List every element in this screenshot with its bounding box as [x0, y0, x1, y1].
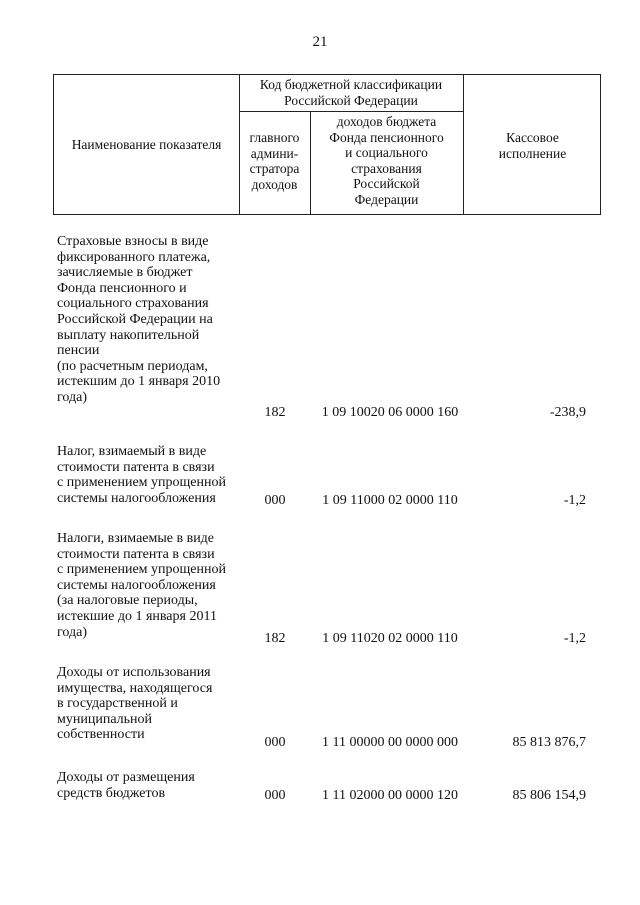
row-budget-code: 1 11 02000 00 0000 120 [322, 788, 458, 803]
row-budget-code: 1 11 00000 00 0000 000 [322, 735, 458, 750]
row-indicator-name: Налог, взимаемый в виде стоимости патента в связи с применением упрощенной системы налогообложения [57, 444, 226, 506]
row-cash-amount: -1,2 [563, 631, 586, 646]
row-admin-code: 000 [264, 493, 286, 508]
row-indicator-name: Страховые взносы в виде фиксированного платежа, зачисляемые в бюджет Фонда пенсионного и социального страхования Российской Федерации на выплату накопительной пенсии (по расчетным периодам, истекшим до 1 января 2010 года) [57, 234, 221, 405]
row-admin-code: 182 [264, 405, 286, 420]
row-cash-amount: -238,9 [549, 405, 586, 420]
header-indicator-name: Наименование показателя [71, 137, 222, 152]
header-code-group: Код бюджетной классификации Российской Федерации [259, 77, 443, 108]
row-cash-amount: -1,2 [563, 493, 586, 508]
row-admin-code: 182 [264, 631, 286, 646]
header-admin-code: главного админи- стратора доходов [249, 130, 300, 192]
page-number: 21 [312, 34, 328, 50]
header-cash-execution: Кассовое исполнение [498, 130, 567, 161]
row-indicator-name: Доходы от использования имущества, находящегося в государственной и муниципальной собственности [57, 665, 213, 743]
row-indicator-name: Налоги, взимаемые в виде стоимости патента в связи с применением упрощенной системы налогообложения (за налоговые периоды, истекшие до 1 января 2011 года) [57, 531, 226, 640]
row-admin-code: 000 [264, 788, 286, 803]
row-indicator-name: Доходы от размещения средств бюджетов [57, 770, 195, 801]
header-revenue-code: доходов бюджета Фонда пенсионного и социального страхования Российской Федерации [329, 114, 444, 207]
row-cash-amount: 85 813 876,7 [512, 735, 586, 750]
row-budget-code: 1 09 11020 02 0000 110 [322, 631, 458, 646]
row-admin-code: 000 [264, 735, 286, 750]
row-cash-amount: 85 806 154,9 [512, 788, 586, 803]
row-budget-code: 1 09 10020 06 0000 160 [321, 405, 459, 420]
header-divider [239, 111, 464, 112]
table-header [53, 74, 601, 215]
row-budget-code: 1 09 11000 02 0000 110 [322, 493, 458, 508]
